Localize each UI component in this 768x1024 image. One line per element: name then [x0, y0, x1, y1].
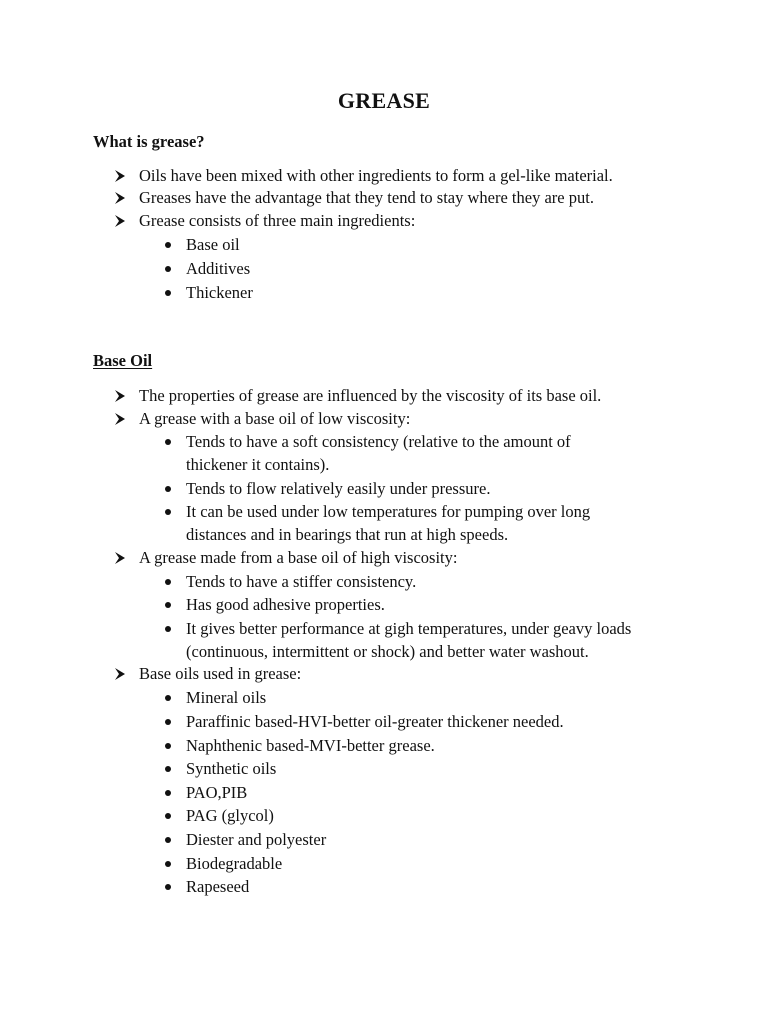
list-item: Diester and polyester: [186, 830, 327, 849]
arrow-bullet-icon: [114, 166, 128, 186]
bullet-dot-icon: [165, 743, 171, 749]
list-item: Additives: [186, 259, 251, 278]
list-item-continuation: thickener it contains).: [186, 455, 330, 474]
bullet-dot-icon: [165, 766, 171, 772]
list-item: Thickener: [186, 283, 253, 302]
arrow-bullet-icon: [114, 386, 128, 406]
section-heading-base-oil: Base Oil: [93, 351, 153, 370]
list-item: Tends to have a stiffer consistency.: [186, 572, 417, 591]
list-item: Rapeseed: [186, 877, 250, 896]
bullet-dot-icon: [165, 266, 171, 272]
arrow-item: The properties of grease are influenced by the viscosity of its base oil.: [139, 386, 602, 405]
arrow-item: Grease consists of three main ingredients:: [139, 211, 416, 230]
list-item: It gives better performance at gigh temperatures, under geavy loads: [186, 619, 632, 638]
bullet-dot-icon: [165, 579, 171, 585]
bullet-dot-icon: [165, 290, 171, 296]
list-item: Tends to flow relatively easily under pressure.: [186, 479, 491, 498]
list-item: Mineral oils: [186, 688, 267, 707]
bullet-dot-icon: [165, 695, 171, 701]
arrow-item: A grease made from a base oil of high viscosity:: [139, 548, 458, 567]
arrow-item: Greases have the advantage that they tend to stay where they are put.: [139, 188, 594, 207]
bullet-dot-icon: [165, 626, 171, 632]
list-item: It can be used under low temperatures for pumping over long: [186, 502, 591, 521]
bullet-dot-icon: [165, 509, 171, 515]
list-item-continuation: (continuous, intermittent or shock) and better water washout.: [186, 642, 589, 661]
bullet-dot-icon: [165, 884, 171, 890]
list-item: Base oil: [186, 235, 240, 254]
arrow-item: Oils have been mixed with other ingredients to form a gel-like material.: [139, 166, 613, 185]
list-item: PAG (glycol): [186, 806, 274, 825]
bullet-dot-icon: [165, 790, 171, 796]
bullet-dot-icon: [165, 837, 171, 843]
bullet-dot-icon: [165, 602, 171, 608]
arrow-bullet-icon: [114, 211, 128, 231]
list-item-continuation: distances and in bearings that run at high speeds.: [186, 525, 509, 544]
section-heading-what-is-grease: What is grease?: [93, 132, 205, 151]
bullet-dot-icon: [165, 719, 171, 725]
arrow-bullet-icon: [114, 409, 128, 429]
list-item: Naphthenic based-MVI-better grease.: [186, 736, 435, 755]
list-item: Paraffinic based-HVI-better oil-greater thickener needed.: [186, 712, 564, 731]
arrow-bullet-icon: [114, 188, 128, 208]
list-item: Biodegradable: [186, 854, 283, 873]
bullet-dot-icon: [165, 439, 171, 445]
list-item: Tends to have a soft consistency (relative to the amount of: [186, 432, 571, 451]
arrow-bullet-icon: [114, 664, 128, 684]
arrow-item: Base oils used in grease:: [139, 664, 302, 683]
list-item: Synthetic oils: [186, 759, 277, 778]
arrow-bullet-icon: [114, 548, 128, 568]
list-item: PAO,PIB: [186, 783, 248, 802]
list-item: Has good adhesive properties.: [186, 595, 385, 614]
bullet-dot-icon: [165, 242, 171, 248]
bullet-dot-icon: [165, 813, 171, 819]
arrow-item: A grease with a base oil of low viscosity:: [139, 409, 411, 428]
bullet-dot-icon: [165, 486, 171, 492]
bullet-dot-icon: [165, 861, 171, 867]
document-title: GREASE: [337, 88, 431, 113]
